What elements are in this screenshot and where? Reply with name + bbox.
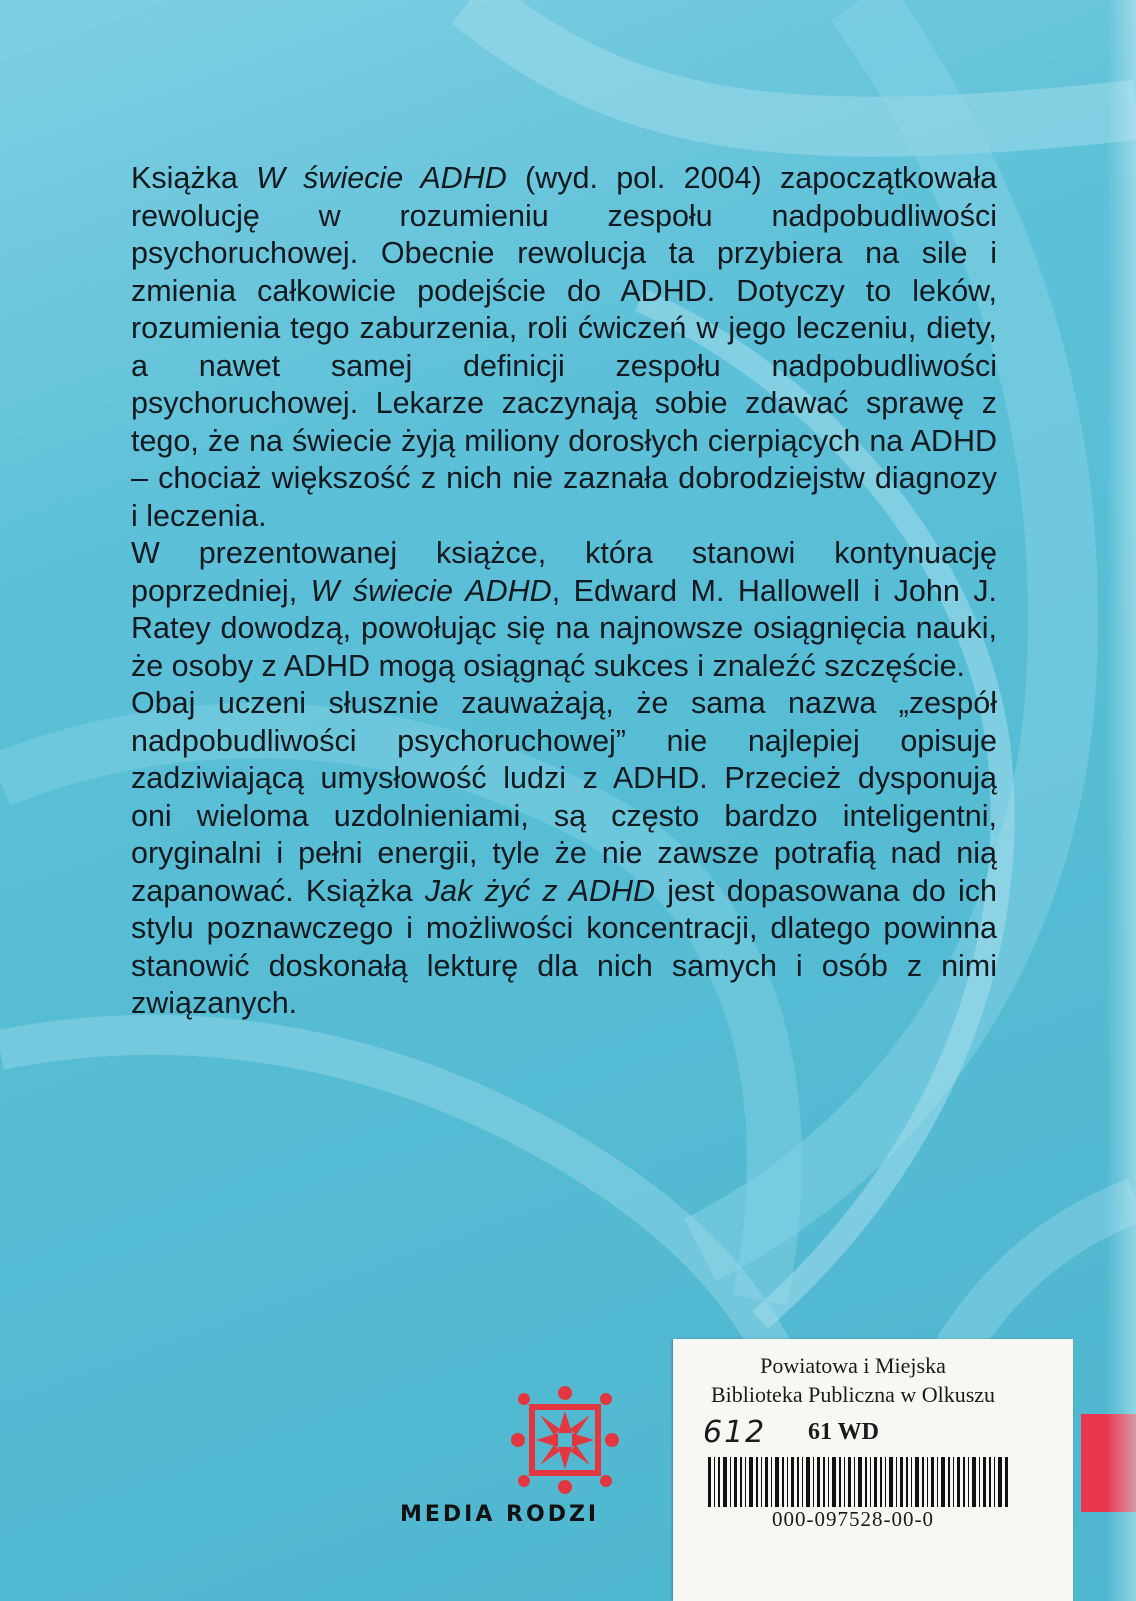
book-title-italic: W świecie ADHD (310, 573, 552, 608)
call-number-handwritten: 612 (703, 1415, 767, 1450)
book-title-italic: W świecie ADHD (256, 161, 507, 195)
book-title-italic: Jak żyć z ADHD (424, 873, 656, 908)
blurb-paragraph-1: Książka W świecie ADHD (wyd. pol. 2004) zapoczątkowała rewolucję w rozumieniu zespołu nadpobudliwości psychoruchowej. Obecnie rewolucja ta przybiera na sile i zmienia całkowicie podejście do ADHD. Dotyczy to leków, rozumienia tego zaburzenia, roli ćwiczeń w jego leczeniu, diety, a nawet samej definicji zespołu nadpobudliwości psychoruchowej. Lekarze zaczynają sobie zdawać sprawę z tego, że na świecie żyją miliony dorosłych cierpiących na ADHD – chociaż większość z nich nie zaznała dobrodziejstw diagnozy i leczenia. (131, 161, 997, 533)
cover-edge-highlight (1106, 0, 1136, 1601)
library-sticker (673, 1339, 1073, 1601)
barcode-number: 000-097528-00-0 (772, 1507, 934, 1531)
library-name-line1: Powiatowa i Miejska (760, 1353, 946, 1378)
call-number-printed: 61 WD (808, 1419, 879, 1445)
publisher-logo-icon (510, 1385, 620, 1495)
blurb-text (131, 160, 997, 1023)
blurb-paragraph-2: W prezentowanej książce, która stanowi kontynuację poprzedniej, W świecie ADHD, Edward M. Hallowell i John J. Ratey dowodzą, powołując się na najnowsze osiągnięcia nauki, że osoby z ADHD mogą osiągnąć sukces i znaleźć szczęście. (131, 536, 998, 683)
barcode-icon (708, 1457, 1008, 1507)
blurb-paragraph-3: Obaj uczeni słusznie zauważają, że sama nazwa „zespół nadpobudliwości psychoruchowej” nie najlepiej opisuje zadziwiającą umysłowość ludzi z ADHD. Przecież dysponują oni wieloma uzdolnieniami, są często bardzo inteligentni, oryginalni i pełni energii, tyle że nie zawsze potrafią nad nią zapanować. Książka Jak żyć z ADHD jest dopasowana do ich stylu poznawczego i możliwości koncentracji, dlatego powinna stanowić doskonałą lekturę dla nich samych i osób z nimi związanych. (131, 686, 997, 1020)
publisher-name: MEDIA RODZI (400, 1502, 600, 1527)
library-name-line2: Biblioteka Publiczna w Olkuszu (710, 1382, 996, 1407)
